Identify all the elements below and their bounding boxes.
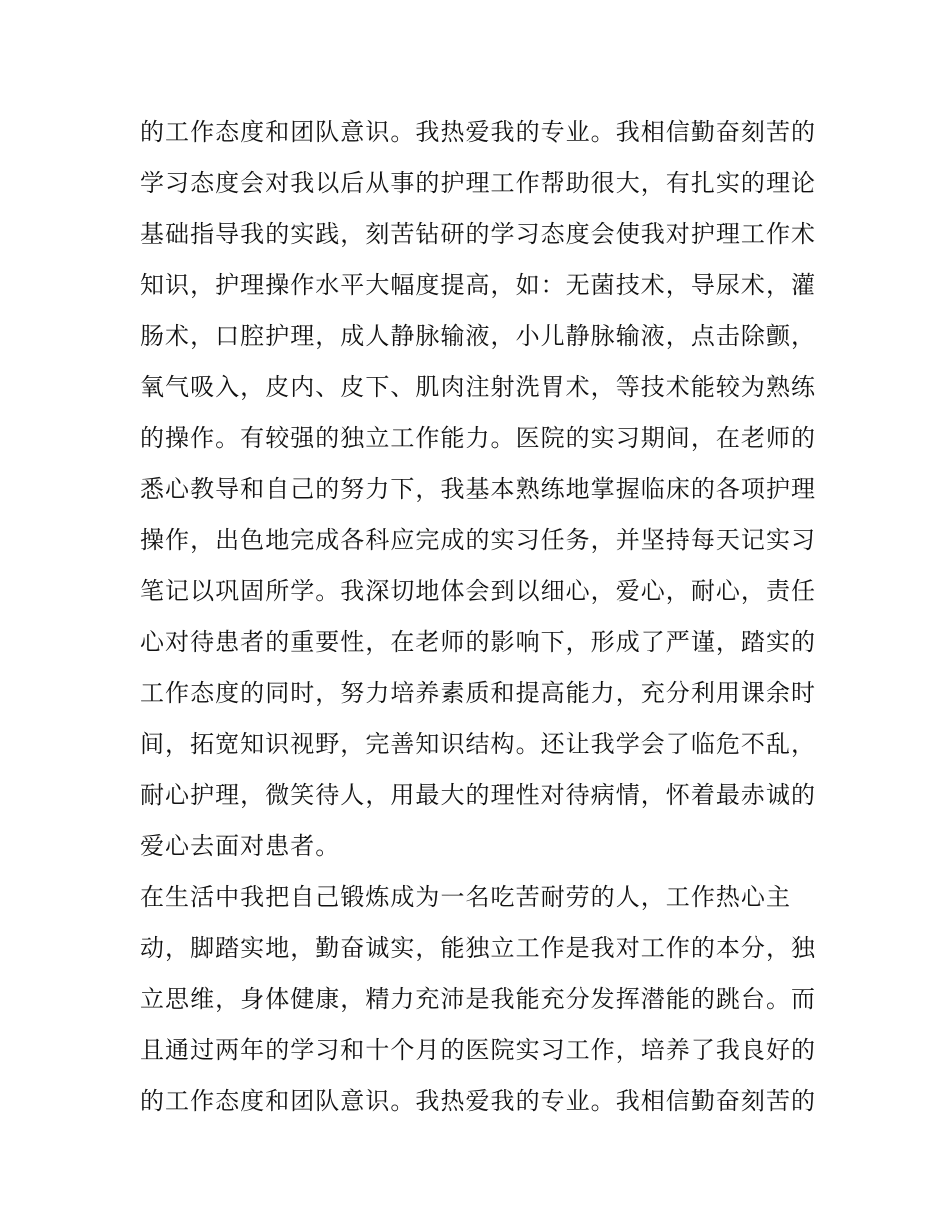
text-line: 基础指导我的实践，刻苦钻研的学习态度会使我对护理工作术	[140, 220, 817, 248]
text-line: 在生活中我把自己锻炼成为一名吃苦耐劳的人，工作热心主	[140, 883, 791, 911]
text-line: 的工作态度和团队意识。我热爱我的专业。我相信勤奋刻苦的	[140, 118, 817, 146]
paragraph-2	[140, 872, 815, 1127]
text-line: 耐心护理，微笑待人，用最大的理性对待病情，怀着最赤诚的	[140, 781, 817, 809]
text-line: 笔记以巩固所学。我深切地体会到以细心，爱心，耐心，责任	[140, 577, 817, 605]
paragraph-1	[140, 107, 815, 872]
text-line: 肠术，口腔护理，成人静脉输液，小儿静脉输液，点击除颤，	[140, 322, 817, 350]
text-line: 的操作。有较强的独立工作能力。医院的实习期间，在老师的	[140, 424, 817, 452]
text-line: 爱心去面对患者。	[140, 832, 341, 860]
text-line: 悉心教导和自己的努力下，我基本熟练地掌握临床的各项护理	[140, 475, 817, 503]
text-line: 间，拓宽知识视野，完善知识结构。还让我学会了临危不乱，	[140, 730, 817, 758]
text-line: 氧气吸入，皮内、皮下、肌肉注射洗胃术，等技术能较为熟练	[140, 373, 817, 401]
body-text	[140, 107, 815, 1127]
text-line: 立思维，身体健康，精力充沛是我能充分发挥潜能的跳台。而	[140, 985, 817, 1013]
text-line: 学习态度会对我以后从事的护理工作帮助很大，有扎实的理论	[140, 169, 817, 197]
text-line: 且通过两年的学习和十个月的医院实习工作，培养了我良好的	[140, 1036, 817, 1064]
text-line: 心对待患者的重要性，在老师的影响下，形成了严谨，踏实的	[140, 628, 817, 656]
text-line: 动，脚踏实地，勤奋诚实，能独立工作是我对工作的本分，独	[140, 934, 817, 962]
text-line: 的工作态度和团队意识。我热爱我的专业。我相信勤奋刻苦的	[140, 1087, 817, 1115]
text-line: 工作态度的同时，努力培养素质和提高能力，充分利用课余时	[140, 679, 817, 707]
text-line: 知识，护理操作水平大幅度提高，如：无菌技术，导尿术，灌	[140, 271, 817, 299]
text-line: 操作，出色地完成各科应完成的实习任务，并坚持每天记实习	[140, 526, 817, 554]
